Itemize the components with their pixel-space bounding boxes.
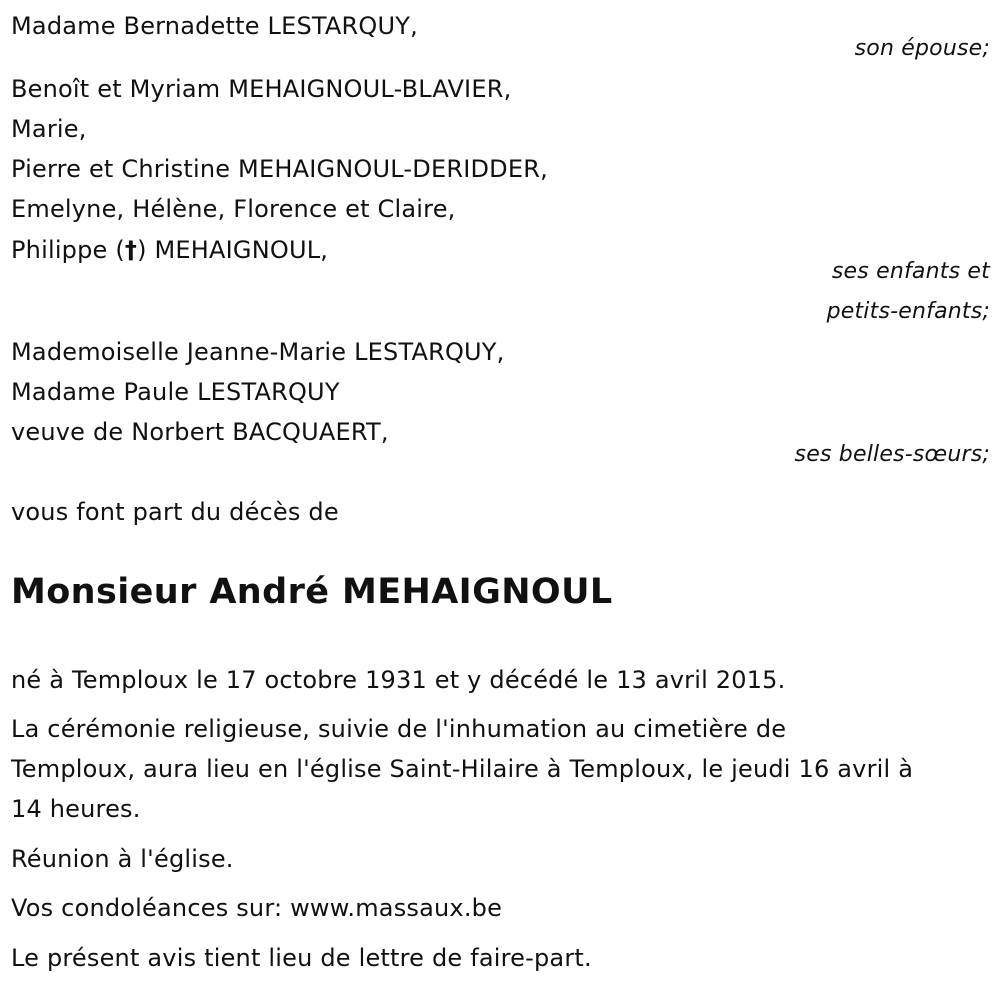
deceased-name: Monsieur André MEHAIGNOUL	[11, 572, 613, 612]
grandchildren-line: Emelyne, Hélène, Florence et Claire,	[11, 195, 456, 223]
sister-in-law-line: veuve de Norbert BACQUAERT,	[11, 418, 389, 446]
child-line: Pierre et Christine MEHAIGNOUL-DERIDDER,	[11, 155, 548, 183]
ceremony-text-line3: 14 heures.	[11, 795, 141, 823]
notice-text: Le présent avis tient lieu de lettre de faire-part.	[11, 944, 592, 972]
children-relation-line1: ses enfants et	[831, 259, 990, 284]
child-name-prefix: Philippe (	[11, 236, 125, 264]
child-line: Benoît et Myriam MEHAIGNOUL-BLAVIER,	[11, 75, 512, 103]
children-relation-line2: petits-enfants;	[826, 299, 990, 324]
sisters-in-law-relation: ses belles-sœurs;	[794, 442, 990, 467]
ceremony-text-line1: La cérémonie religieuse, suivie de l'inhumation au cimetière de	[11, 715, 787, 743]
sister-in-law-line: Madame Paule LESTARQUY	[11, 378, 340, 406]
sister-in-law-line: Mademoiselle Jeanne-Marie LESTARQUY,	[11, 338, 505, 366]
child-line: Marie,	[11, 115, 87, 143]
condolences-text: Vos condoléances sur: www.massaux.be	[11, 894, 503, 922]
ceremony-text-line2: Temploux, aura lieu en l'église Saint-Hilaire à Temploux, le jeudi 16 avril à	[11, 755, 914, 783]
cross-icon: †	[124, 236, 138, 264]
child-line-deceased-son	[11, 235, 328, 265]
announcement-text: vous font part du décès de	[11, 498, 339, 526]
spouse-name: Madame Bernadette LESTARQUY,	[11, 12, 418, 40]
child-name-suffix: ) MEHAIGNOUL,	[137, 236, 329, 264]
meeting-text: Réunion à l'église.	[11, 845, 234, 873]
spouse-relation: son épouse;	[854, 36, 990, 61]
birth-death-text: né à Temploux le 17 octobre 1931 et y décédé le 13 avril 2015.	[11, 666, 786, 694]
